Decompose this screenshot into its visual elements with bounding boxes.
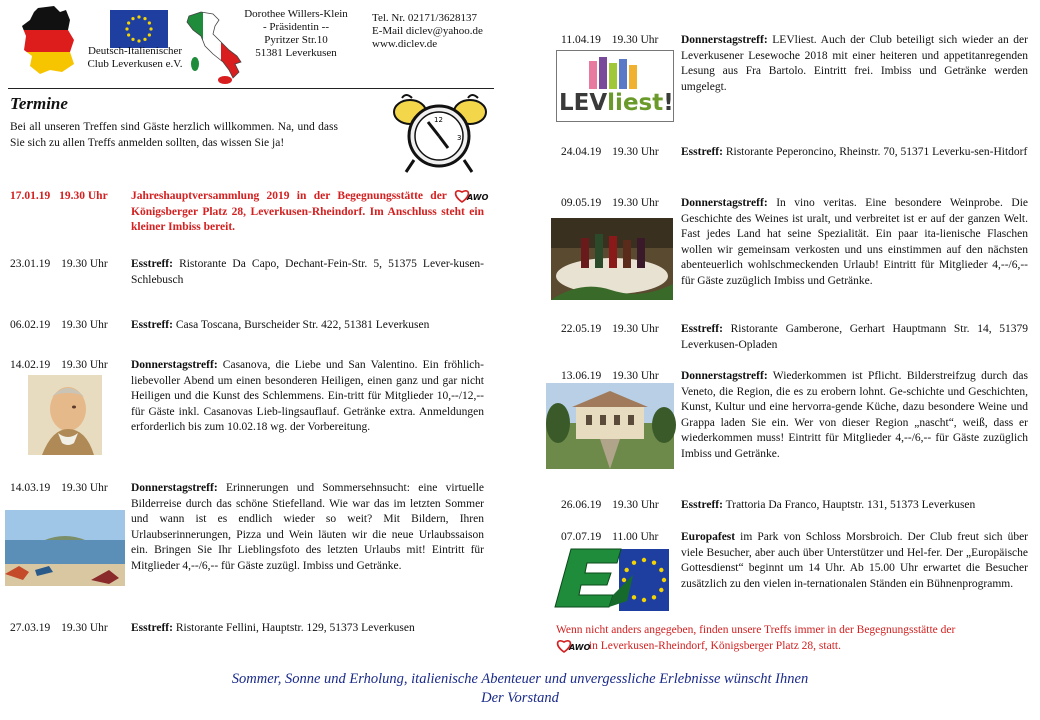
president-role: - Präsidentin -- xyxy=(263,21,329,33)
event-description xyxy=(681,322,1028,353)
event-date xyxy=(561,498,659,514)
street: Pyritzer Str.10 xyxy=(264,34,328,46)
alarm-clock-icon xyxy=(384,90,494,174)
footer-line1: Sommer, Sonne und Erholung, italienische Abenteuer und unvergessliche Erlebnisse wünscht Ihnen xyxy=(231,671,809,687)
casanova-portrait-image xyxy=(28,375,102,455)
awo-heart-icon xyxy=(454,189,489,203)
event-description xyxy=(131,189,489,236)
event-label: Esstreff: xyxy=(131,258,173,270)
eu-star-icon xyxy=(143,38,146,41)
levliest-part3: ! xyxy=(663,90,674,116)
event-time-value: 19.30 Uhr xyxy=(611,34,659,46)
eu-star-icon xyxy=(642,558,646,562)
veneto-villa-image xyxy=(546,383,674,469)
club-name-line1: Deutsch-Italienischer xyxy=(87,45,183,57)
event-text-b: Königsberger Platz 28, Leverkusen-Rheindorf. Im Anschluss steht ein kleiner Imbiss bereit. xyxy=(131,205,484,233)
event-date xyxy=(10,481,108,497)
event-label: Esstreff: xyxy=(681,146,723,158)
eu-star-icon xyxy=(632,595,636,599)
event-time-value: 19.30 Uhr xyxy=(61,482,108,494)
svg-text:3: 3 xyxy=(457,134,462,142)
event-description xyxy=(681,145,1028,161)
event-time-value: 19.30 Uhr xyxy=(612,146,659,158)
venue-note-line2: in Leverkusen-Rheindorf, Königsberger Platz 28, statt. xyxy=(588,639,841,652)
phone: Tel. Nr. 02171/3628137 xyxy=(372,12,477,24)
event-description xyxy=(681,369,1028,462)
awo-text: AWO xyxy=(569,642,591,652)
eu-star-icon xyxy=(642,598,646,602)
event-date-value: 14.02.19 xyxy=(10,359,51,371)
event-description xyxy=(131,358,484,436)
event-date-value: 24.04.19 xyxy=(561,146,602,158)
event-date-value: 09.05.19 xyxy=(561,197,602,209)
eu-star-icon xyxy=(659,588,663,592)
eu-star-icon xyxy=(143,17,146,20)
website[interactable]: www.diclev.de xyxy=(372,38,438,50)
event-text: Erinnerungen und Sommersehnsucht: eine virtuelle Bilderreise durch das schöne Stiefelland. Wie war das im letzten Sommer und wann ist es endlich wieder so weit? Mit Bildern, Ihren Urlaubserinnerungen, Pizza und Wein läuten wir die neue Urlaubssaison ein. Bringen Sie Ihr Lieblingsfoto des letzten Urlaubs mit! Eintritt für Mitglieder 4,--/6,-- für Gäste zuzügl. Imbiss und Getränke. xyxy=(131,482,484,572)
event-date xyxy=(10,189,108,205)
event-date xyxy=(10,318,108,334)
event-text: Trattoria Da Franco, Hauptstr. 131, 51373 Leverkusen xyxy=(725,499,976,511)
awo-heart-icon xyxy=(556,639,591,653)
event-date xyxy=(561,145,659,161)
italy-flag-map-icon xyxy=(183,8,243,86)
event-time-value: 19.30 Uhr xyxy=(61,622,108,634)
event-date-value: 17.01.19 xyxy=(10,190,51,202)
event-label: Donnerstagstreff: xyxy=(131,359,218,371)
event-date-value: 11.04.19 xyxy=(561,34,601,46)
event-date-value: 22.05.19 xyxy=(561,323,602,335)
event-time-value: 19.30 Uhr xyxy=(612,499,659,511)
termine-title: Termine xyxy=(10,94,68,113)
event-date-value: 06.02.19 xyxy=(10,319,51,331)
venue-note-line1: Wenn nicht anders angegeben, finden unsere Treffs immer in der Begegnungsstätte der xyxy=(556,624,956,636)
event-time-value: 19.30 Uhr xyxy=(61,258,108,270)
event-text: Casanova, die Liebe und San Valentino. Ein fröhlich-liebevoller Abend um einen besonderen Heiligen, einen ganz und gar nicht Heiligen und die Kunst des Schlemmens. Ein-tritt für Mitglieder 10,--/12,-- für Gäste inkl. Casanovas Lieb-lingsauflauf. Getränke extra. Anmeldungen erforderlich bis zum 10.02.18 wg. der Vorbereitung. xyxy=(131,359,484,433)
event-date-value: 26.06.19 xyxy=(561,499,602,511)
event-date-value: 13.06.19 xyxy=(561,370,602,382)
eu-star-icon xyxy=(632,560,636,564)
venue-note xyxy=(556,623,1030,654)
header-divider xyxy=(8,88,494,89)
event-text-a: Jahreshauptversammlung 2019 in der Begegnungsstätte der xyxy=(131,190,447,202)
event-time-value: 19.30 Uhr xyxy=(612,197,659,209)
event-label: Esstreff: xyxy=(681,323,723,335)
president-name: Dorothee Willers-Klein xyxy=(244,8,348,20)
event-description xyxy=(131,318,484,334)
eu-star-icon xyxy=(652,595,656,599)
event-label: Donnerstagstreff: xyxy=(681,34,768,46)
event-time-value: 19.30 Uhr xyxy=(59,190,108,202)
italian-coast-image xyxy=(5,510,125,586)
event-time-value: 19.30 Uhr xyxy=(61,319,108,331)
event-date-value: 07.07.19 xyxy=(561,531,602,543)
eu-star-icon xyxy=(149,27,152,30)
europafest-logo-icon xyxy=(549,545,671,615)
contact-block xyxy=(372,12,502,51)
event-description xyxy=(681,498,1028,514)
eu-star-icon xyxy=(125,27,128,30)
event-description xyxy=(681,530,1028,592)
svg-text:12: 12 xyxy=(434,116,443,124)
eu-star-icon xyxy=(652,560,656,564)
president-block xyxy=(236,8,356,60)
wine-bottles-image xyxy=(551,218,673,300)
eu-star-icon xyxy=(659,568,663,572)
levliest-part2: liest xyxy=(607,90,664,116)
event-date xyxy=(10,358,108,374)
eu-flag-icon xyxy=(110,10,168,48)
event-label: Donnerstagstreff: xyxy=(681,370,768,382)
event-description xyxy=(681,196,1028,289)
eu-star-icon xyxy=(148,21,151,24)
awo-text: AWO xyxy=(467,193,489,203)
event-date-value: 14.03.19 xyxy=(10,482,51,494)
eu-star-icon xyxy=(622,578,626,582)
event-text: im Park von Schloss Morsbroich. Der Club freut sich über viele Besucher, aber auch über Unterstützer und Hel-fer. Der „Europäische Gottesdienst“ beginnt um 14 Uhr. Ab 15.00 Uhr erwartet die Besucher zusätzlich zu den vielen in-ternationalen Ständen ein Bühnenprogramm. xyxy=(681,531,1028,590)
event-date xyxy=(561,33,658,49)
event-label: Donnerstagstreff: xyxy=(131,482,218,494)
event-date-value: 23.01.19 xyxy=(10,258,51,270)
event-label: Europafest xyxy=(681,531,736,543)
event-text: Casa Toscana, Burscheider Str. 422, 51381 Leverkusen xyxy=(175,319,430,331)
termine-intro: Bei all unseren Treffen sind Gäste herzlich willkommen. Na, und dass Sie sich zu allen Treffs anmelden sollten, das wissen Sie ja! xyxy=(10,121,338,149)
event-time-value: 11.00 Uhr xyxy=(612,531,659,543)
books-icon xyxy=(587,55,643,89)
event-time-value: 19.30 Uhr xyxy=(612,370,659,382)
footer-greeting xyxy=(0,670,1040,708)
event-description xyxy=(681,33,1028,95)
eu-star-icon xyxy=(137,15,140,18)
event-date-value: 27.03.19 xyxy=(10,622,51,634)
event-label: Esstreff: xyxy=(131,622,173,634)
germany-flag-map-icon xyxy=(14,6,84,76)
event-label: Esstreff: xyxy=(681,499,723,511)
eu-star-icon xyxy=(624,568,628,572)
event-text: Ristorante Fellini, Hauptstr. 129, 51373 Leverkusen xyxy=(175,622,415,634)
event-date xyxy=(561,196,659,212)
header xyxy=(0,0,500,92)
event-date xyxy=(561,530,658,546)
club-name xyxy=(80,45,190,71)
event-text: Ristorante Da Capo, Dechant-Fein-Str. 5, 51375 Lever-kusen-Schlebusch xyxy=(131,258,485,286)
event-text: Wiederkommen ist Pflicht. Bilderstreifzug durch das Veneto, die Region, die es zu erobern lohnt. Ge-schichte und Geschichten, Kunst, Kultur und eine hervorra-gende Küche, dazu besondere Weine und Grappa laden Sie ein. Wer von dieser Region „nascht“, weiß, dass er wiederkommen muss! Eintritt für Mitglieder 4,--/6,-- für Gäste zuzüglich Imbiss und Getränke. xyxy=(681,370,1028,460)
eu-star-icon xyxy=(148,33,151,36)
eu-star-icon xyxy=(127,21,130,24)
eu-star-icon xyxy=(127,33,130,36)
email[interactable]: E-Mail diclev@yahoo.de xyxy=(372,25,483,37)
event-label: Esstreff: xyxy=(131,319,173,331)
event-description xyxy=(131,481,484,574)
event-text: Ristorante Gamberone, Gerhart Hauptmann Str. 14, 51379 Leverkusen-Opladen xyxy=(681,323,1028,351)
event-date xyxy=(10,621,108,637)
event-time-value: 19.30 Uhr xyxy=(612,323,659,335)
event-time-value: 19.30 Uhr xyxy=(61,359,108,371)
levliest-part1: LEV xyxy=(559,90,608,116)
event-text: In vino veritas. Eine besondere Weinprobe. Die Geschichte des Weines ist uralt, und verbreitet ist er auf der ganzen Welt. Fast jedes Land hat seine Spezialität. Ein paar ita-lienische Flaschen wollen wir gemeinsam verkosten und uns einstimmen auf den nächsten abenteuerlich wohlschmeckenden Urlaub! Eintritt für Mitglieder 4,--/6,-- für Gäste zuzüglich Imbiss und Getränke. xyxy=(681,197,1029,287)
eu-star-icon xyxy=(131,38,134,41)
event-date xyxy=(10,257,108,273)
event-date xyxy=(561,322,659,338)
footer-line2: Der Vorstand xyxy=(481,690,559,706)
city: 51381 Leverkusen xyxy=(255,47,337,59)
event-text: Ristorante Peperoncino, Rheinstr. 70, 51371 Leverku-sen-Hitdorf xyxy=(725,146,1028,158)
eu-star-icon xyxy=(662,578,666,582)
eu-star-icon xyxy=(137,39,140,42)
eu-star-icon xyxy=(131,17,134,20)
event-text: LEVliest. Auch der Club beteiligt sich wieder an der Leverkusener Lesewoche 2018 mit einer heiteren und appetitanregenden Lesung aus Fra Bartolo. Eintritt frei. Imbiss und Getränke werden umgelegt. xyxy=(681,34,1028,93)
event-description xyxy=(131,257,484,288)
event-description xyxy=(131,621,484,637)
levliest-wordmark xyxy=(559,89,674,117)
venue-note-line2-row xyxy=(556,639,1030,655)
club-name-line2: Club Leverkusen e.V. xyxy=(87,58,183,70)
levliest-logo xyxy=(556,50,674,122)
event-label: Donnerstagstreff: xyxy=(681,197,768,209)
